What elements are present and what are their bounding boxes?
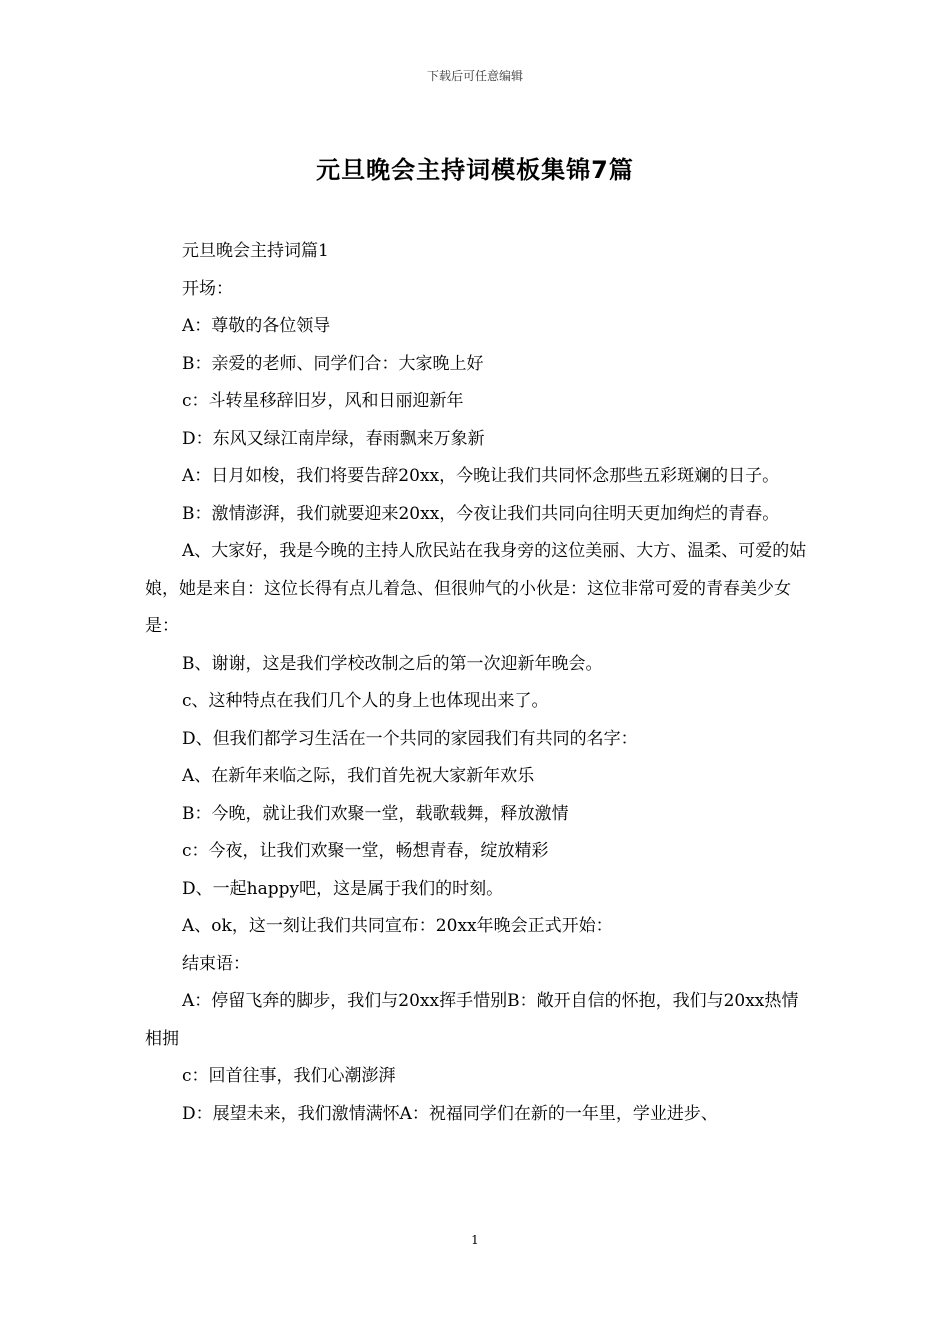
body-paragraph: B：激情澎湃，我们就要迎来20xx，今夜让我们共同向往明天更加绚烂的青春。: [182, 503, 780, 524]
body-paragraph: B：亲爱的老师、同学们合：大家晚上好: [182, 353, 484, 374]
body-paragraph: D、一起happy吧，这是属于我们的时刻。: [182, 878, 504, 899]
page-header-note: 下载后可任意编辑: [426, 69, 523, 83]
body-paragraph: A：停留飞奔的脚步，我们与20xx挥手惜别B：敞开自信的怀抱，我们与20xx热情相拥: [145, 991, 799, 1049]
body-paragraph: A、ok，这一刻让我们共同宣布：20xx年晚会正式开始：: [182, 916, 613, 936]
document-title: 元旦晚会主持词模板集锦7篇: [316, 156, 634, 184]
body-paragraph: D：东风又绿江南岸绿，春雨飘来万象新: [182, 428, 485, 449]
body-paragraph: 元旦晚会主持词篇1: [182, 241, 329, 261]
body-paragraph: A、大家好，我是今晚的主持人欣民站在我身旁的这位美丽、大方、温柔、可爱的姑娘，她是来自：这位长得有点儿着急、但很帅气的小伙是：这位非常可爱的青春美少女是：: [145, 541, 807, 636]
body-paragraph: D：展望未来，我们激情满怀A：祝福同学们在新的一年里，学业进步、: [182, 1103, 718, 1124]
body-paragraph: B、谢谢，这是我们学校改制之后的第一次迎新年晚会。: [182, 653, 603, 674]
body-paragraph: c、这种特点在我们几个人的身上也体现出来了。: [182, 691, 549, 711]
body-paragraph: c：回首往事，我们心潮澎湃: [182, 1066, 396, 1086]
document-body: [145, 233, 807, 1133]
body-paragraph: A：尊敬的各位领导: [182, 316, 331, 336]
page-number: 1: [471, 1233, 479, 1247]
body-paragraph: 开场：: [182, 278, 233, 299]
body-paragraph: c：今夜，让我们欢聚一堂，畅想青春，绽放精彩: [182, 841, 549, 861]
body-paragraph: c：斗转星移辞旧岁，风和日丽迎新年: [182, 391, 464, 411]
body-paragraph: B：今晚，就让我们欢聚一堂，载歌载舞，释放激情: [182, 803, 569, 824]
body-paragraph: A、在新年来临之际，我们首先祝大家新年欢乐: [182, 766, 535, 786]
body-paragraph: D、但我们都学习生活在一个共同的家园我们有共同的名字：: [182, 728, 638, 749]
body-paragraph: 结束语：: [182, 953, 250, 974]
body-paragraph: A：日月如梭，我们将要告辞20xx，今晚让我们共同怀念那些五彩斑斓的日子。: [182, 466, 780, 486]
